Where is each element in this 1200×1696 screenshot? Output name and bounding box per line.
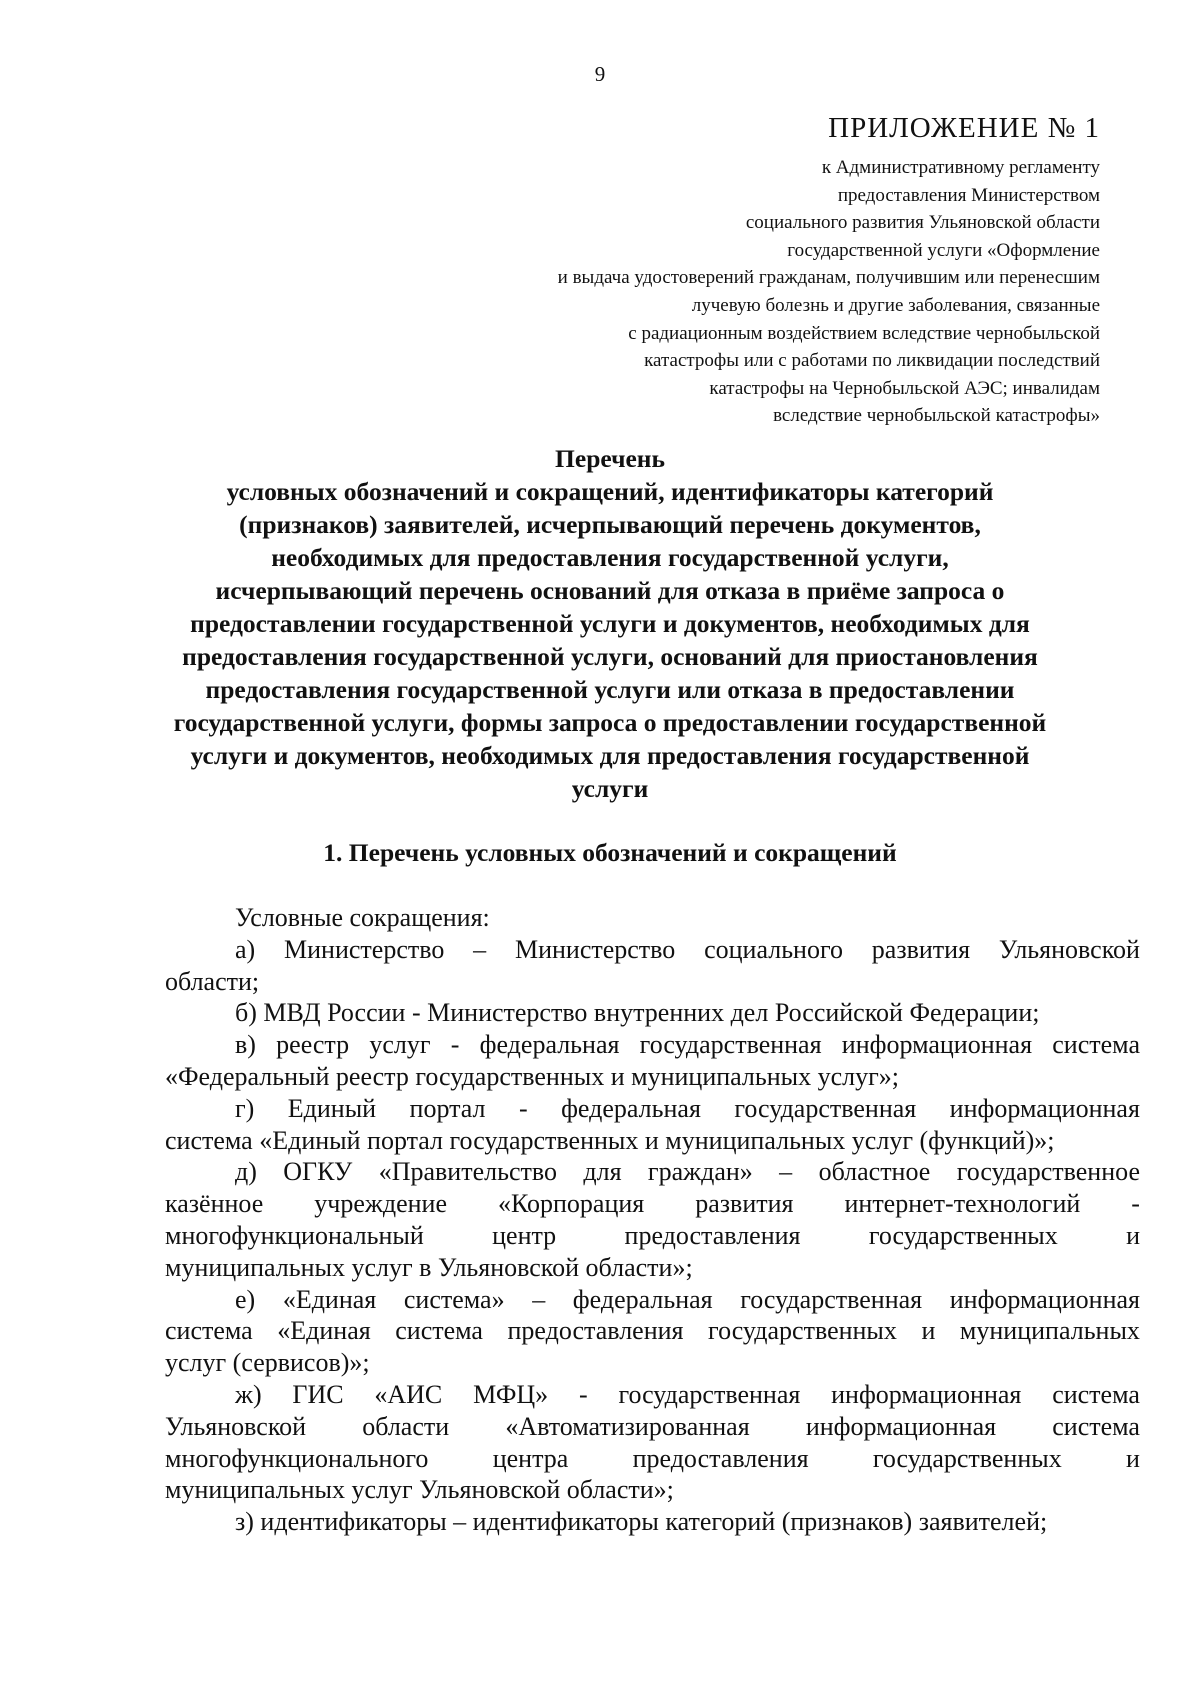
word: система <box>1052 1030 1140 1060</box>
word: федеральная <box>479 1030 620 1060</box>
word: Министерство <box>514 934 676 964</box>
list-item-g-line2: система «Единый портал государственных и муниципальных услуг (функций)»; <box>165 1125 1055 1155</box>
word: федеральная <box>572 1284 713 1314</box>
list-item-v-line1 <box>165 1029 1140 1061</box>
word: ОГКУ <box>283 1157 353 1187</box>
word: области <box>362 1411 450 1441</box>
list-item-zh-line1 <box>165 1379 1140 1411</box>
title-line: государственной услуги, формы запроса о предоставлении государственной <box>173 708 1047 737</box>
appendix-line: с радиационным воздействием вследствие чернобыльской <box>628 322 1100 344</box>
list-item-zh-line2 <box>165 1411 1140 1443</box>
word: развития <box>695 1189 794 1219</box>
list-item-zh-line3 <box>165 1443 1140 1475</box>
word: информационная <box>831 1379 1022 1409</box>
word: государственная <box>740 1284 923 1314</box>
word: МФЦ» <box>473 1379 549 1409</box>
document-title <box>150 442 1070 805</box>
word: - <box>450 1030 460 1060</box>
word: реестр <box>276 1030 350 1060</box>
word: информационная <box>841 1030 1033 1060</box>
word: граждан» <box>647 1157 753 1187</box>
word: система <box>165 1316 253 1346</box>
appendix-line: вследствие чернобыльской катастрофы» <box>773 405 1100 427</box>
word: государственное <box>956 1157 1140 1187</box>
word: многофункциональный <box>165 1220 424 1250</box>
word: «Единая <box>282 1284 377 1314</box>
word: е) <box>235 1284 256 1314</box>
title-line: условных обозначений и сокращений, идентификаторы категорий <box>226 477 994 506</box>
word: муниципальных <box>959 1316 1140 1346</box>
word: в) <box>235 1030 256 1060</box>
abbreviations-list <box>165 902 1140 1538</box>
word: интернет-технологий <box>844 1189 1081 1219</box>
word: – <box>473 934 487 964</box>
word: учреждение <box>314 1189 447 1219</box>
list-item-a-line2: области; <box>165 966 260 996</box>
title-line: исчерпывающий перечень оснований для отказа в приёме запроса о <box>215 576 1005 605</box>
word: государственная <box>734 1093 917 1123</box>
title-line: (признаков) заявителей, исчерпывающий перечень документов, <box>239 510 981 539</box>
word: Ульяновской <box>998 934 1140 964</box>
appendix-heading: ПРИЛОЖЕНИЕ № 1 <box>828 112 1100 144</box>
word: «Корпорация <box>497 1189 645 1219</box>
appendix-line: катастрофы на Чернобыльской АЭС; инвалидам <box>709 377 1100 399</box>
title-line: предоставления государственной услуги, оснований для приостановления <box>182 642 1038 671</box>
word: информационная <box>949 1093 1140 1123</box>
appendix-subtitle <box>300 154 1100 430</box>
title-line: предоставлении государственной услуги и документов, необходимых для <box>190 609 1030 638</box>
word: социального <box>704 934 843 964</box>
word: государственных <box>708 1316 897 1346</box>
title-line: необходимых для предоставления государственной услуги, <box>271 543 949 572</box>
title-line: услуги и документов, необходимых для предоставления государственной <box>190 741 1030 770</box>
list-item-zh-line4: муниципальных услуг Ульяновской области»; <box>165 1475 674 1505</box>
word: и <box>1126 1220 1140 1250</box>
word: д) <box>235 1157 257 1187</box>
word: Единый <box>287 1093 377 1123</box>
word: «Автоматизированная <box>505 1411 750 1441</box>
appendix-line: социального развития Ульяновской области <box>745 212 1100 234</box>
list-item-e-line3: услуг (сервисов)»; <box>165 1348 370 1378</box>
list-item-g-line1 <box>165 1093 1140 1125</box>
word: система <box>1052 1379 1140 1409</box>
list-item-v-line2: «Федеральный реестр государственных и муниципальных услуг»; <box>165 1061 900 1091</box>
word: система <box>1052 1411 1140 1441</box>
list-item-z-line1: з) идентификаторы – идентификаторы категорий (признаков) заявителей; <box>235 1507 1048 1537</box>
list-item-d-line3 <box>165 1220 1140 1252</box>
word: а) <box>235 934 256 964</box>
word: и <box>1126 1443 1140 1473</box>
list-item-a-line1 <box>165 934 1140 966</box>
title-line: предоставления государственной услуги или отказа в предоставлении <box>205 675 1015 704</box>
word: предоставления <box>632 1443 809 1473</box>
word: центра <box>492 1443 569 1473</box>
word: система <box>395 1316 483 1346</box>
word: государственная <box>618 1379 801 1409</box>
word: предоставления <box>624 1220 801 1250</box>
word: – <box>532 1284 546 1314</box>
appendix-line: и выдача удостоверений гражданам, получившим или перенесшим <box>557 267 1100 289</box>
word: ГИС <box>292 1379 344 1409</box>
word: – <box>779 1157 793 1187</box>
word: центр <box>492 1220 557 1250</box>
word: государственная <box>639 1030 822 1060</box>
word: услуг <box>369 1030 431 1060</box>
word: - <box>1131 1189 1140 1219</box>
word: казённое <box>165 1189 264 1219</box>
word: Ульяновской <box>165 1411 307 1441</box>
word: портал <box>409 1093 486 1123</box>
word: развития <box>871 934 971 964</box>
word: «АИС <box>374 1379 443 1409</box>
appendix-line: лучевую болезнь и другие заболевания, связанные <box>691 294 1100 316</box>
word: «Единая <box>277 1316 371 1346</box>
word: для <box>583 1157 622 1187</box>
word: информационная <box>949 1284 1140 1314</box>
word: и <box>921 1316 936 1346</box>
word: «Правительство <box>378 1157 557 1187</box>
section-heading: 1. Перечень условных обозначений и сокращений <box>323 838 897 867</box>
list-item-e-line1 <box>165 1284 1140 1316</box>
word: ж) <box>235 1379 262 1409</box>
list-item-d-line2 <box>165 1188 1140 1220</box>
word: многофункционального <box>165 1443 429 1473</box>
word: информационная <box>805 1411 997 1441</box>
title-line: услуги <box>571 774 649 803</box>
word: Министерство <box>284 934 445 964</box>
word: государственных <box>868 1220 1058 1250</box>
appendix-line: к Административному регламенту <box>821 157 1100 178</box>
list-item-b-line1: б) МВД России - Министерство внутренних дел Российской Федерации; <box>235 998 1040 1028</box>
abbreviations-intro: Условные сокращения: <box>235 903 490 932</box>
word: система» <box>403 1284 505 1314</box>
word: - <box>518 1093 528 1123</box>
word: г) <box>235 1093 255 1123</box>
list-item-d-line4: муниципальных услуг в Ульяновской области»; <box>165 1252 693 1282</box>
appendix-line: предоставления Министерством <box>837 184 1100 206</box>
appendix-line: катастрофы или с работами по ликвидации последствий <box>644 350 1100 372</box>
list-item-e-line2 <box>165 1315 1140 1347</box>
appendix-line: государственной услуги «Оформление <box>787 239 1100 261</box>
title-line: Перечень <box>555 444 665 473</box>
page-number: 9 <box>594 62 606 86</box>
word: федеральная <box>561 1093 701 1123</box>
list-item-d-line1 <box>165 1156 1140 1188</box>
word: - <box>578 1379 588 1409</box>
word: предоставления <box>507 1316 684 1346</box>
word: государственных <box>872 1443 1062 1473</box>
word: областное <box>818 1157 931 1187</box>
